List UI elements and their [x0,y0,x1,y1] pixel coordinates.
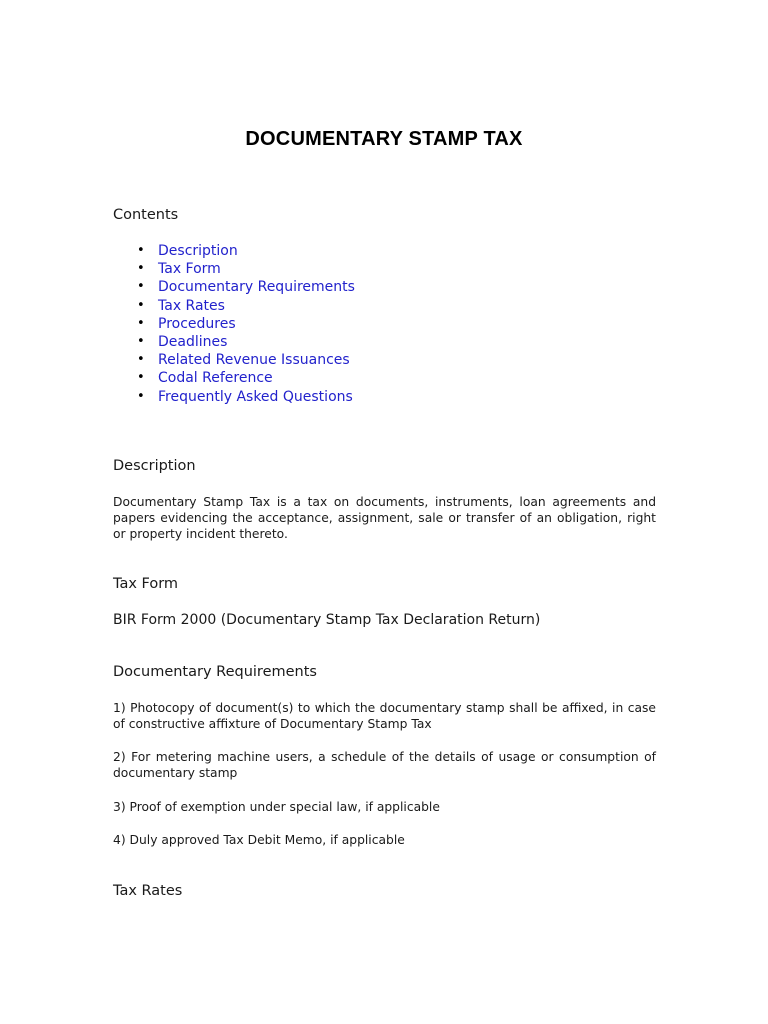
toc-item [137,260,355,278]
toc-item [137,315,355,333]
description-text: Documentary Stamp Tax is a tax on documents, instruments, loan agreements and papers evidencing the acceptance, assignment, sale or transfer of an obligation, right or property incident thereto. [113,495,656,541]
toc-item [137,388,355,406]
bullet-icon: • [137,333,145,349]
toc-link-description[interactable]: Description [158,243,238,259]
bullet-icon: • [137,297,145,313]
contents-heading: Contents [113,207,179,223]
toc-link-codal-reference[interactable]: Codal Reference [158,370,273,387]
description-heading: Description [113,458,196,474]
tax-form-heading: Tax Form [113,576,179,592]
toc-link-deadlines[interactable]: Deadlines [158,333,228,350]
bullet-icon: • [137,370,145,386]
toc-item [137,278,355,296]
table-of-contents [113,242,355,406]
bullet-icon: • [137,261,145,277]
bullet-icon: • [137,388,145,404]
bullet-icon: • [137,315,145,331]
toc-link-faq[interactable]: Frequently Asked Questions [158,388,353,405]
toc-item [137,351,355,369]
toc-item [137,333,355,351]
toc-link-documentary-requirements[interactable]: Documentary Requirements [158,279,355,296]
requirement-item: 2) For metering machine users, a schedule of the details of usage or consumption of documentary stamp [113,750,656,780]
bullet-icon: • [137,352,145,368]
tax-form-text: BIR Form 2000 (Documentary Stamp Tax Declaration Return) [113,612,541,628]
toc-link-tax-rates[interactable]: Tax Rates [158,297,225,314]
toc-link-procedures[interactable]: Procedures [158,315,236,332]
requirement-item: 4) Duly approved Tax Debit Memo, if applicable [113,833,405,847]
toc-item [137,242,355,260]
requirement-item: 1) Photocopy of document(s) to which the documentary stamp shall be affixed, in case of constructive affixture of Documentary Stamp Tax [113,701,656,731]
toc-link-tax-form[interactable]: Tax Form [158,261,221,278]
bullet-icon: • [137,279,145,295]
requirements-heading: Documentary Requirements [113,664,317,680]
toc-link-related-revenue-issuances[interactable]: Related Revenue Issuances [158,352,350,369]
tax-rates-heading: Tax Rates [113,883,183,899]
page-title: DOCUMENTARY STAMP TAX [245,128,523,150]
toc-item [137,297,355,315]
bullet-icon: • [137,243,145,258]
toc-item [137,369,355,387]
requirement-item: 3) Proof of exemption under special law, if applicable [113,800,440,814]
